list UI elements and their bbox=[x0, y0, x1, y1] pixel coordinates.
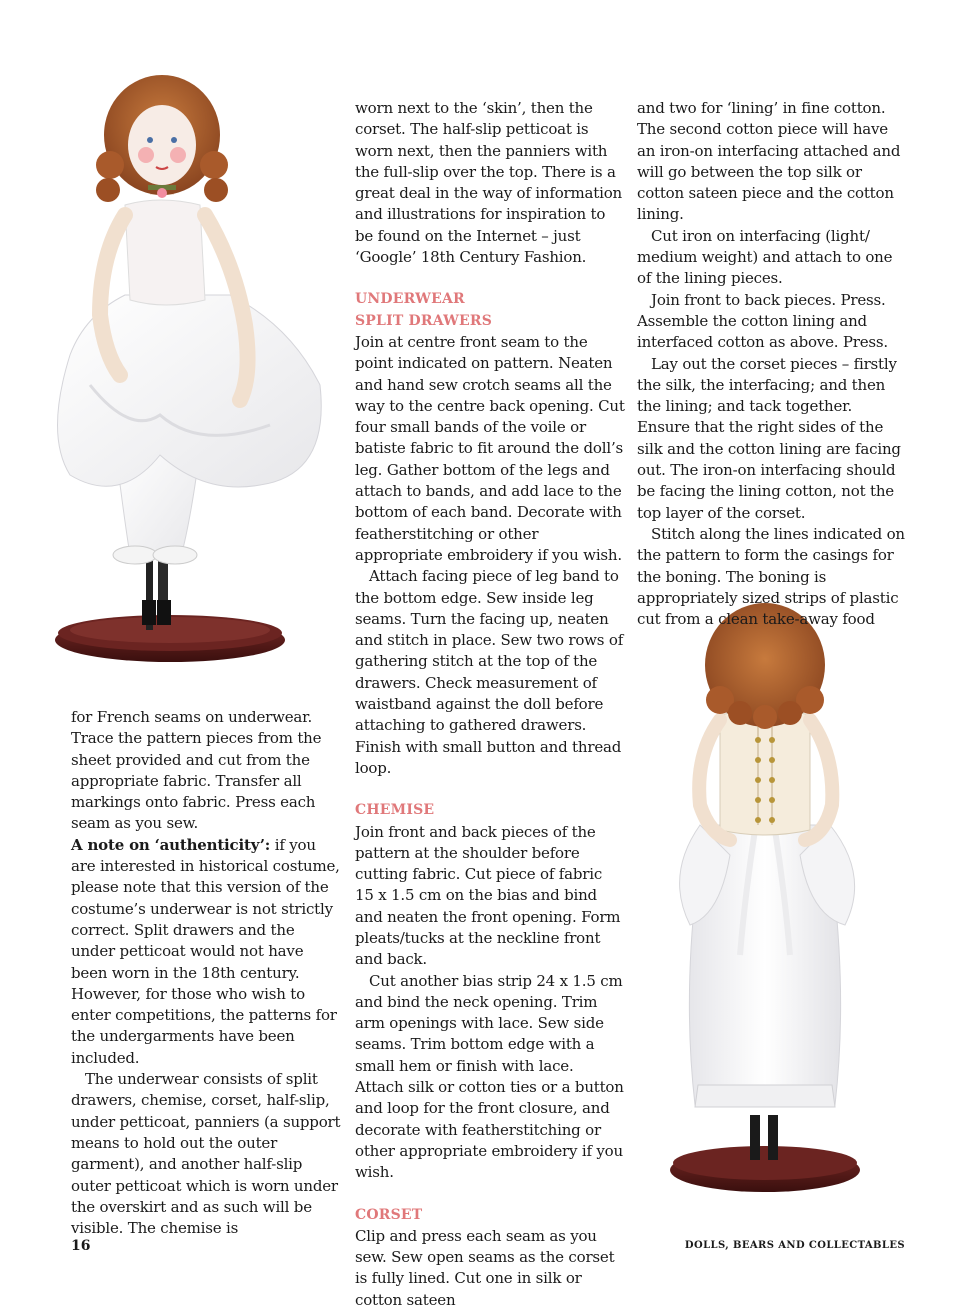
drawers-paragraph-2: Attach facing piece of leg band to the bottom edge. Sew inside leg seams. Turn the facing up, neaten and stitch in place. Sew two rows of gathering stitch at the top of the drawers. Check measurement of waistband against the doll before attaching to gathered drawers. Finish with small button and thread loop. bbox=[355, 567, 624, 777]
column-3 bbox=[637, 98, 909, 630]
column-2 bbox=[355, 98, 625, 1311]
heading-underwear: UNDERWEAR bbox=[355, 291, 465, 308]
drawers-paragraph-1: Join at centre front seam to the point indicated on pattern. Neaten and hand sew crotch seams all the way to the centre back opening. Cut four small bands of the voile or batiste fabric to fit around the doll’s leg. Gather bottom of the legs and attach to bands, and add lace to the bottom of each band. Decorate with featherstitching or other appropriate embroidery if you wish. bbox=[355, 332, 625, 564]
authenticity-note bbox=[71, 835, 343, 1069]
corset-lining-paragraph: and two for ‘lining’ in fine cotton. The second cotton piece will have an iron-on interfacing attached and will go between the top silk or cotton sateen piece and the cotton lining. bbox=[637, 99, 901, 224]
corset-paragraph-1: Clip and press each seam as you sew. Sew open seams as the corset is fully lined. Cut one in silk or cotton sateen bbox=[355, 1226, 615, 1309]
heading-corset: CORSET bbox=[355, 1206, 423, 1223]
authenticity-note-text: if you are interested in historical costume, please note that this version of the costume’s underwear is not strictly correct. Split drawers and the under petticoat would not have been worn in the 18th century. However, for those who wish to enter competitions, the patterns for the undergarments have been included. bbox=[71, 835, 340, 1067]
intro-paragraph: for French seams on underwear. Trace the pattern pieces from the sheet provided and cut from the appropriate fabric. Transfer all markings onto fabric. Press each seam as you sew. bbox=[71, 708, 322, 833]
assemble-paragraph: Join front to back pieces. Press. Assemble the cotton lining and interfaced cotton as above. Press. bbox=[637, 290, 888, 352]
doll-back-photo bbox=[660, 595, 875, 1215]
interfacing-paragraph: Cut iron on interfacing (light/ medium weight) and attach to one of the lining pieces. bbox=[637, 226, 893, 288]
underwear-overview-paragraph: The underwear consists of split drawers, chemise, corset, half-slip, under petticoat, panniers (a support means to hold out the outer garment), and another half-slip outer petticoat which is worn under the overskirt and as such will be visible. The chemise is bbox=[71, 1070, 341, 1238]
layering-paragraph: worn next to the ‘skin’, then the corset. The half-slip petticoat is worn next, then the panniers with the full-slip over the top. There is a great deal in the way of information and illustrations for inspiration to be found on the Internet – just ‘Google’ 18th Century Fashion. bbox=[355, 99, 623, 267]
heading-chemise: CHEMISE bbox=[355, 802, 435, 819]
heading-split-drawers: SPLIT DRAWERS bbox=[355, 312, 493, 329]
magazine-title: DOLLS, BEARS AND COLLECTABLES bbox=[684, 1240, 905, 1251]
chemise-paragraph-2: Cut another bias strip 24 x 1.5 cm and bind the neck opening. Trim arm openings with lace. Sew side seams. Trim bottom edge with a small hem or finish with lace. Attach silk or cotton ties or a button and loop for the front closure, and decorate with featherstitching or other appropriate embroidery if you wish. bbox=[355, 971, 624, 1182]
page-number: 16 bbox=[71, 1238, 91, 1254]
chemise-paragraph-1: Join front and back pieces of the pattern at the shoulder before cutting fabric. Cut piece of fabric 15 x 1.5 cm on the bias and bind and neaten the front opening. Form pleats/tucks at the neckline front and back. bbox=[355, 822, 621, 969]
boning-paragraph: Stitch along the lines indicated on the pattern to form the casings for the boning. The boning is appropriately sized strips of plastic cut from a clean take-away food bbox=[637, 524, 905, 629]
authenticity-note-label: A note on ‘authenticity’: bbox=[71, 835, 271, 854]
column-1 bbox=[71, 707, 343, 1239]
layout-paragraph: Lay out the corset pieces – firstly the silk, the interfacing; and then the lining; and tack together. Ensure that the right sides of the silk and the cotton lining are facing out. The iron-on interfacing should be facing the lining cotton, not the top layer of the corset. bbox=[637, 354, 901, 522]
doll-front-photo bbox=[30, 55, 340, 695]
